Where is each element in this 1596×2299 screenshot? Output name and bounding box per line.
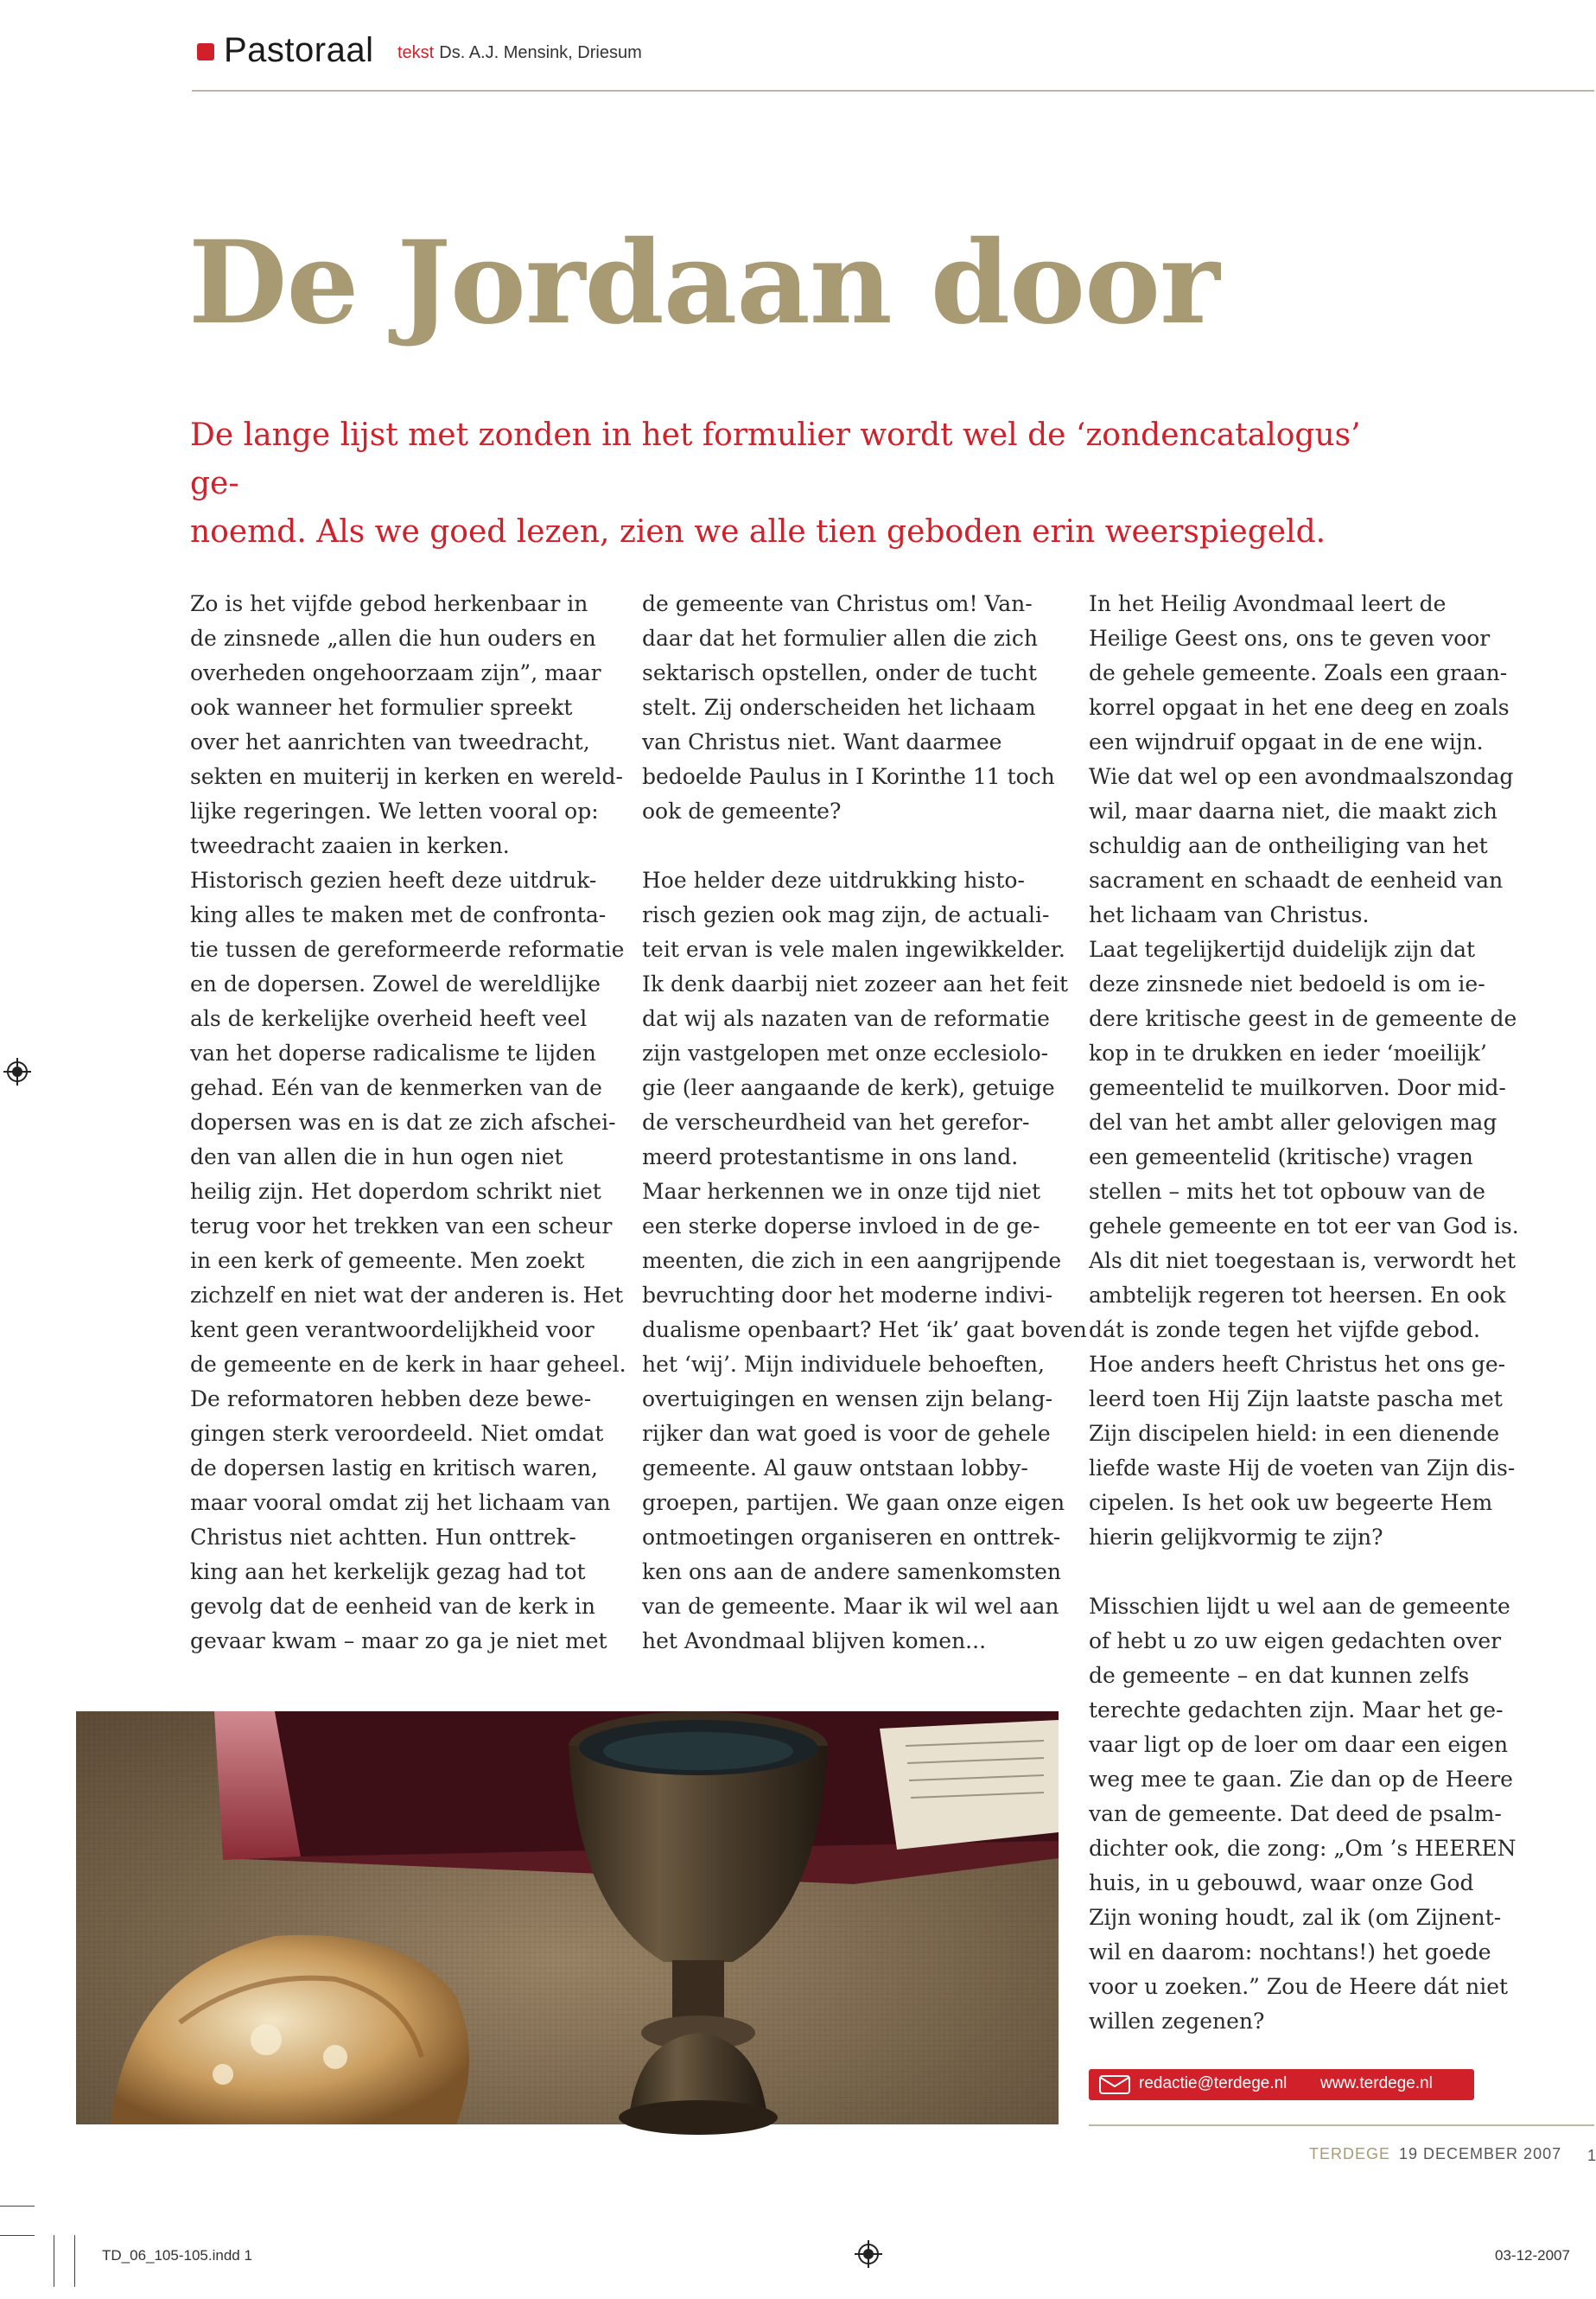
body-line: willen zegenen? xyxy=(1089,2009,1265,2034)
body-line: van Christus niet. Want daarmee xyxy=(642,729,1002,755)
body-line: Wie dat wel op een avondmaalszondag xyxy=(1089,764,1514,789)
body-line: stellen – mits het tot opbouw van de xyxy=(1089,1179,1485,1204)
article-title: De Jordaan door xyxy=(188,216,1219,350)
body-line: groepen, partijen. We gaan onze eigen xyxy=(642,1490,1065,1515)
crop-mark xyxy=(74,2235,75,2287)
body-line: dichter ook, die zong: „Om ’s HEEREN xyxy=(1089,1836,1517,1861)
body-line: van het doperse radicalisme te lijden xyxy=(190,1041,596,1066)
communion-photo xyxy=(76,1711,1059,2124)
body-line: een wijndruif opgaat in de ene wijn. xyxy=(1089,729,1484,755)
body-line: Als dit niet toegestaan is, verwordt het xyxy=(1089,1248,1517,1273)
lead-line: De lange lijst met zonden in het formulier wordt wel de ‘zondencatalogus’ ge- xyxy=(190,417,1361,501)
footer-rule xyxy=(1089,2124,1594,2126)
body-line: vaar ligt op de loer om daar een eigen xyxy=(1089,1732,1509,1757)
registration-mark-icon xyxy=(0,1054,35,1089)
header-rule xyxy=(192,90,1594,92)
body-line: Hoe helder deze uitdrukking histo- xyxy=(642,868,1025,893)
body-line: ken ons aan de andere samenkomsten xyxy=(642,1559,1062,1584)
crop-mark xyxy=(0,2206,35,2207)
body-line: deze zinsnede niet bedoeld is om ie- xyxy=(1089,971,1485,997)
body-line: liefde waste Hij de voeten van Zijn dis- xyxy=(1089,1455,1516,1481)
body-line: Zo is het vijfde gebod herkenbaar in xyxy=(190,591,588,616)
body-line: de verscheurdheid van het gerefor- xyxy=(642,1110,1030,1135)
body-line: of hebt u zo uw eigen gedachten over xyxy=(1089,1628,1502,1653)
page-number: 1 xyxy=(1587,2147,1596,2164)
body-line: cipelen. Is het ook uw begeerte Hem xyxy=(1089,1490,1493,1515)
body-line: hierin gelijkvormig te zijn? xyxy=(1089,1525,1383,1550)
body-line: van de gemeente. Maar ik wil wel aan xyxy=(642,1594,1059,1619)
body-line: ambtelijk regeren tot heersen. En ook xyxy=(1089,1283,1506,1308)
body-line: gevaar kwam – maar zo ga je niet met xyxy=(190,1628,607,1653)
body-line: Ik denk daarbij niet zozeer aan het feit xyxy=(642,971,1069,997)
lead-line: noemd. Als we goed lezen, zien we alle tien geboden erin weerspiegeld. xyxy=(190,514,1326,550)
body-line: gehele gemeente en tot eer van God is. xyxy=(1089,1213,1519,1239)
body-line: risch gezien ook mag zijn, de actuali- xyxy=(642,902,1050,927)
body-line: king aan het kerkelijk gezag had tot xyxy=(190,1559,586,1584)
body-line: sektarisch opstellen, onder de tucht xyxy=(642,660,1037,685)
envelope-icon xyxy=(1099,2075,1130,2094)
body-line: tie tussen de gereformeerde reformatie xyxy=(190,937,625,962)
body-line: sacrament en schaadt de eenheid van xyxy=(1089,868,1504,893)
body-line: meenten, die zich in een aangrijpende xyxy=(642,1248,1062,1273)
body-line: en de dopersen. Zowel de wereldlijke xyxy=(190,971,601,997)
body-line: Laat tegelijkertijd duidelijk zijn dat xyxy=(1089,937,1476,962)
article-lead xyxy=(190,411,1383,557)
body-line: leerd toen Hij Zijn laatste pascha met xyxy=(1089,1386,1503,1411)
body-line: wil en daarom: nochtans!) het goede xyxy=(1089,1939,1491,1965)
body-line: maar vooral omdat zij het lichaam van xyxy=(190,1490,611,1515)
body-line: sekten en muiterij in kerken en wereld- xyxy=(190,764,623,789)
byline-author: Ds. A.J. Mensink, Driesum xyxy=(439,43,642,62)
body-line: In het Heilig Avondmaal leert de xyxy=(1089,591,1447,616)
body-line: overheden ongehoorzaam zijn”, maar xyxy=(190,660,601,685)
paragraph-gap xyxy=(642,829,1087,863)
body-line: de zinsnede „allen die hun ouders en xyxy=(190,626,596,651)
section-marker xyxy=(197,43,214,60)
body-line: gemeente. Al gauw ontstaan lobby- xyxy=(642,1455,1028,1481)
body-line: het ‘wij’. Mijn individuele behoeften, xyxy=(642,1352,1045,1377)
body-line: huis, in u gebouwd, waar onze God xyxy=(1089,1870,1474,1895)
slug-filename: TD_06_105-105.indd 1 xyxy=(102,2247,252,2264)
body-line: den van allen die in hun ogen niet xyxy=(190,1144,563,1169)
body-line: Hoe anders heeft Christus het ons ge- xyxy=(1089,1352,1506,1377)
body-line: in een kerk of gemeente. Men zoekt xyxy=(190,1248,585,1273)
body-line: de gemeente en de kerk in haar geheel. xyxy=(190,1352,626,1377)
body-line: gemeentelid te muilkorven. Door mid- xyxy=(1089,1075,1506,1100)
body-line: del van het ambt aller gelovigen mag xyxy=(1089,1110,1497,1135)
issue-date: 19 DECEMBER 2007 xyxy=(1399,2145,1562,2162)
body-line: daar dat het formulier allen die zich xyxy=(642,626,1038,651)
body-line: gingen sterk veroordeeld. Niet omdat xyxy=(190,1421,604,1446)
body-line: Christus niet achtten. Hun onttrek- xyxy=(190,1525,576,1550)
body-line: een gemeentelid (kritische) vragen xyxy=(1089,1144,1473,1169)
body-line: ook wanneer het formulier spreekt xyxy=(190,695,573,720)
slug-date: 03-12-2007 xyxy=(1495,2247,1570,2264)
body-line: Historisch gezien heeft deze uitdruk- xyxy=(190,868,597,893)
body-line: Zijn woning houdt, zal ik (om Zijnent- xyxy=(1089,1905,1502,1930)
registration-mark-icon xyxy=(851,2237,886,2271)
magazine-name: TERDEGE xyxy=(1309,2145,1391,2162)
body-line: rijker dan wat goed is voor de gehele xyxy=(642,1421,1051,1446)
body-line: terechte gedachten zijn. Maar het ge- xyxy=(1089,1697,1504,1723)
byline-label: tekst xyxy=(397,43,435,62)
website-link[interactable]: www.terdege.nl xyxy=(1320,2074,1433,2092)
body-line: de gemeente van Christus om! Van- xyxy=(642,591,1033,616)
body-line: ontmoetingen organiseren en onttrek- xyxy=(642,1525,1061,1550)
body-line: een sterke doperse invloed in de ge- xyxy=(642,1213,1040,1239)
body-line: Heilige Geest ons, ons te geven voor xyxy=(1089,626,1491,651)
body-line: heilig zijn. Het doperdom schrikt niet xyxy=(190,1179,601,1204)
body-line: voor u zoeken.” Zou de Heere dát niet xyxy=(1089,1974,1509,1999)
body-line: het Avondmaal blijven komen... xyxy=(642,1628,987,1653)
body-line: dat wij als nazaten van de reformatie xyxy=(642,1006,1050,1031)
body-line: lijke regeringen. We letten vooral op: xyxy=(190,799,599,824)
body-line: Maar herkennen we in onze tijd niet xyxy=(642,1179,1041,1204)
body-line: zichzelf en niet wat der anderen is. Het xyxy=(190,1283,624,1308)
body-column-2 xyxy=(642,587,1087,1659)
body-line: ook de gemeente? xyxy=(642,799,842,824)
body-line: stelt. Zij onderscheiden het lichaam xyxy=(642,695,1036,720)
body-line: wil, maar daarna niet, die maakt zich xyxy=(1089,799,1497,824)
body-line: gie (leer aangaande de kerk), getuige xyxy=(642,1075,1055,1100)
body-line: De reformatoren hebben deze bewe- xyxy=(190,1386,592,1411)
body-line: bevruchting door het moderne indivi- xyxy=(642,1283,1053,1308)
body-line: kent geen verantwoordelijkheid voor xyxy=(190,1317,595,1342)
body-line: weg mee te gaan. Zie dan op de Heere xyxy=(1089,1767,1513,1792)
paragraph-gap xyxy=(1089,1555,1519,1589)
body-line: over het aanrichten van tweedracht, xyxy=(190,729,590,755)
body-line: bedoelde Paulus in I Korinthe 11 toch xyxy=(642,764,1055,789)
body-line: dere kritische geest in de gemeente de xyxy=(1089,1006,1517,1031)
body-line: teit ervan is vele malen ingewikkelder. xyxy=(642,937,1065,962)
body-line: van de gemeente. Dat deed de psalm- xyxy=(1089,1801,1502,1826)
body-line: korrel opgaat in het ene deeg en zoals xyxy=(1089,695,1510,720)
body-line: de gemeente – en dat kunnen zelfs xyxy=(1089,1663,1470,1688)
contact-strip xyxy=(1089,2069,1474,2100)
crop-mark xyxy=(0,2235,35,2236)
body-line: gehad. Eén van de kenmerken van de xyxy=(190,1075,602,1100)
folio xyxy=(1309,2145,1561,2163)
body-line: king alles te maken met de confronta- xyxy=(190,902,607,927)
body-line: meerd protestantisme in ons land. xyxy=(642,1144,1019,1169)
body-line: tweedracht zaaien in kerken. xyxy=(190,833,510,858)
body-line: kop in te drukken en ieder ‘moeilijk’ xyxy=(1089,1041,1487,1066)
body-line: dualisme openbaart? Het ‘ik’ gaat boven xyxy=(642,1317,1087,1342)
body-line: Misschien lijdt u wel aan de gemeente xyxy=(1089,1594,1510,1619)
body-line: overtuigingen en wensen zijn belang- xyxy=(642,1386,1053,1411)
section-name: Pastoraal xyxy=(224,31,374,69)
body-line: schuldig aan de ontheiliging van het xyxy=(1089,833,1488,858)
body-line: als de kerkelijke overheid heeft veel xyxy=(190,1006,588,1031)
body-line: zijn vastgelopen met onze ecclesiolo- xyxy=(642,1041,1049,1066)
body-line: terug voor het trekken van een scheur xyxy=(190,1213,613,1239)
body-line: de gehele gemeente. Zoals een graan- xyxy=(1089,660,1508,685)
body-line: de dopersen lastig en kritisch waren, xyxy=(190,1455,598,1481)
body-line: gevolg dat de eenheid van de kerk in xyxy=(190,1594,596,1619)
byline xyxy=(397,43,642,63)
communion-photo-illustration xyxy=(76,1711,1059,2124)
body-line: het lichaam van Christus. xyxy=(1089,902,1370,927)
body-column-1 xyxy=(190,587,626,1659)
body-line: dát is zonde tegen het vijfde gebod. xyxy=(1089,1317,1480,1342)
body-line: dopersen was en is dat ze zich afschei- xyxy=(190,1110,616,1135)
body-line: Zijn discipelen hield: in een dienende xyxy=(1089,1421,1500,1446)
body-column-3 xyxy=(1089,587,1519,2039)
email-link[interactable]: redactie@terdege.nl xyxy=(1139,2074,1288,2092)
